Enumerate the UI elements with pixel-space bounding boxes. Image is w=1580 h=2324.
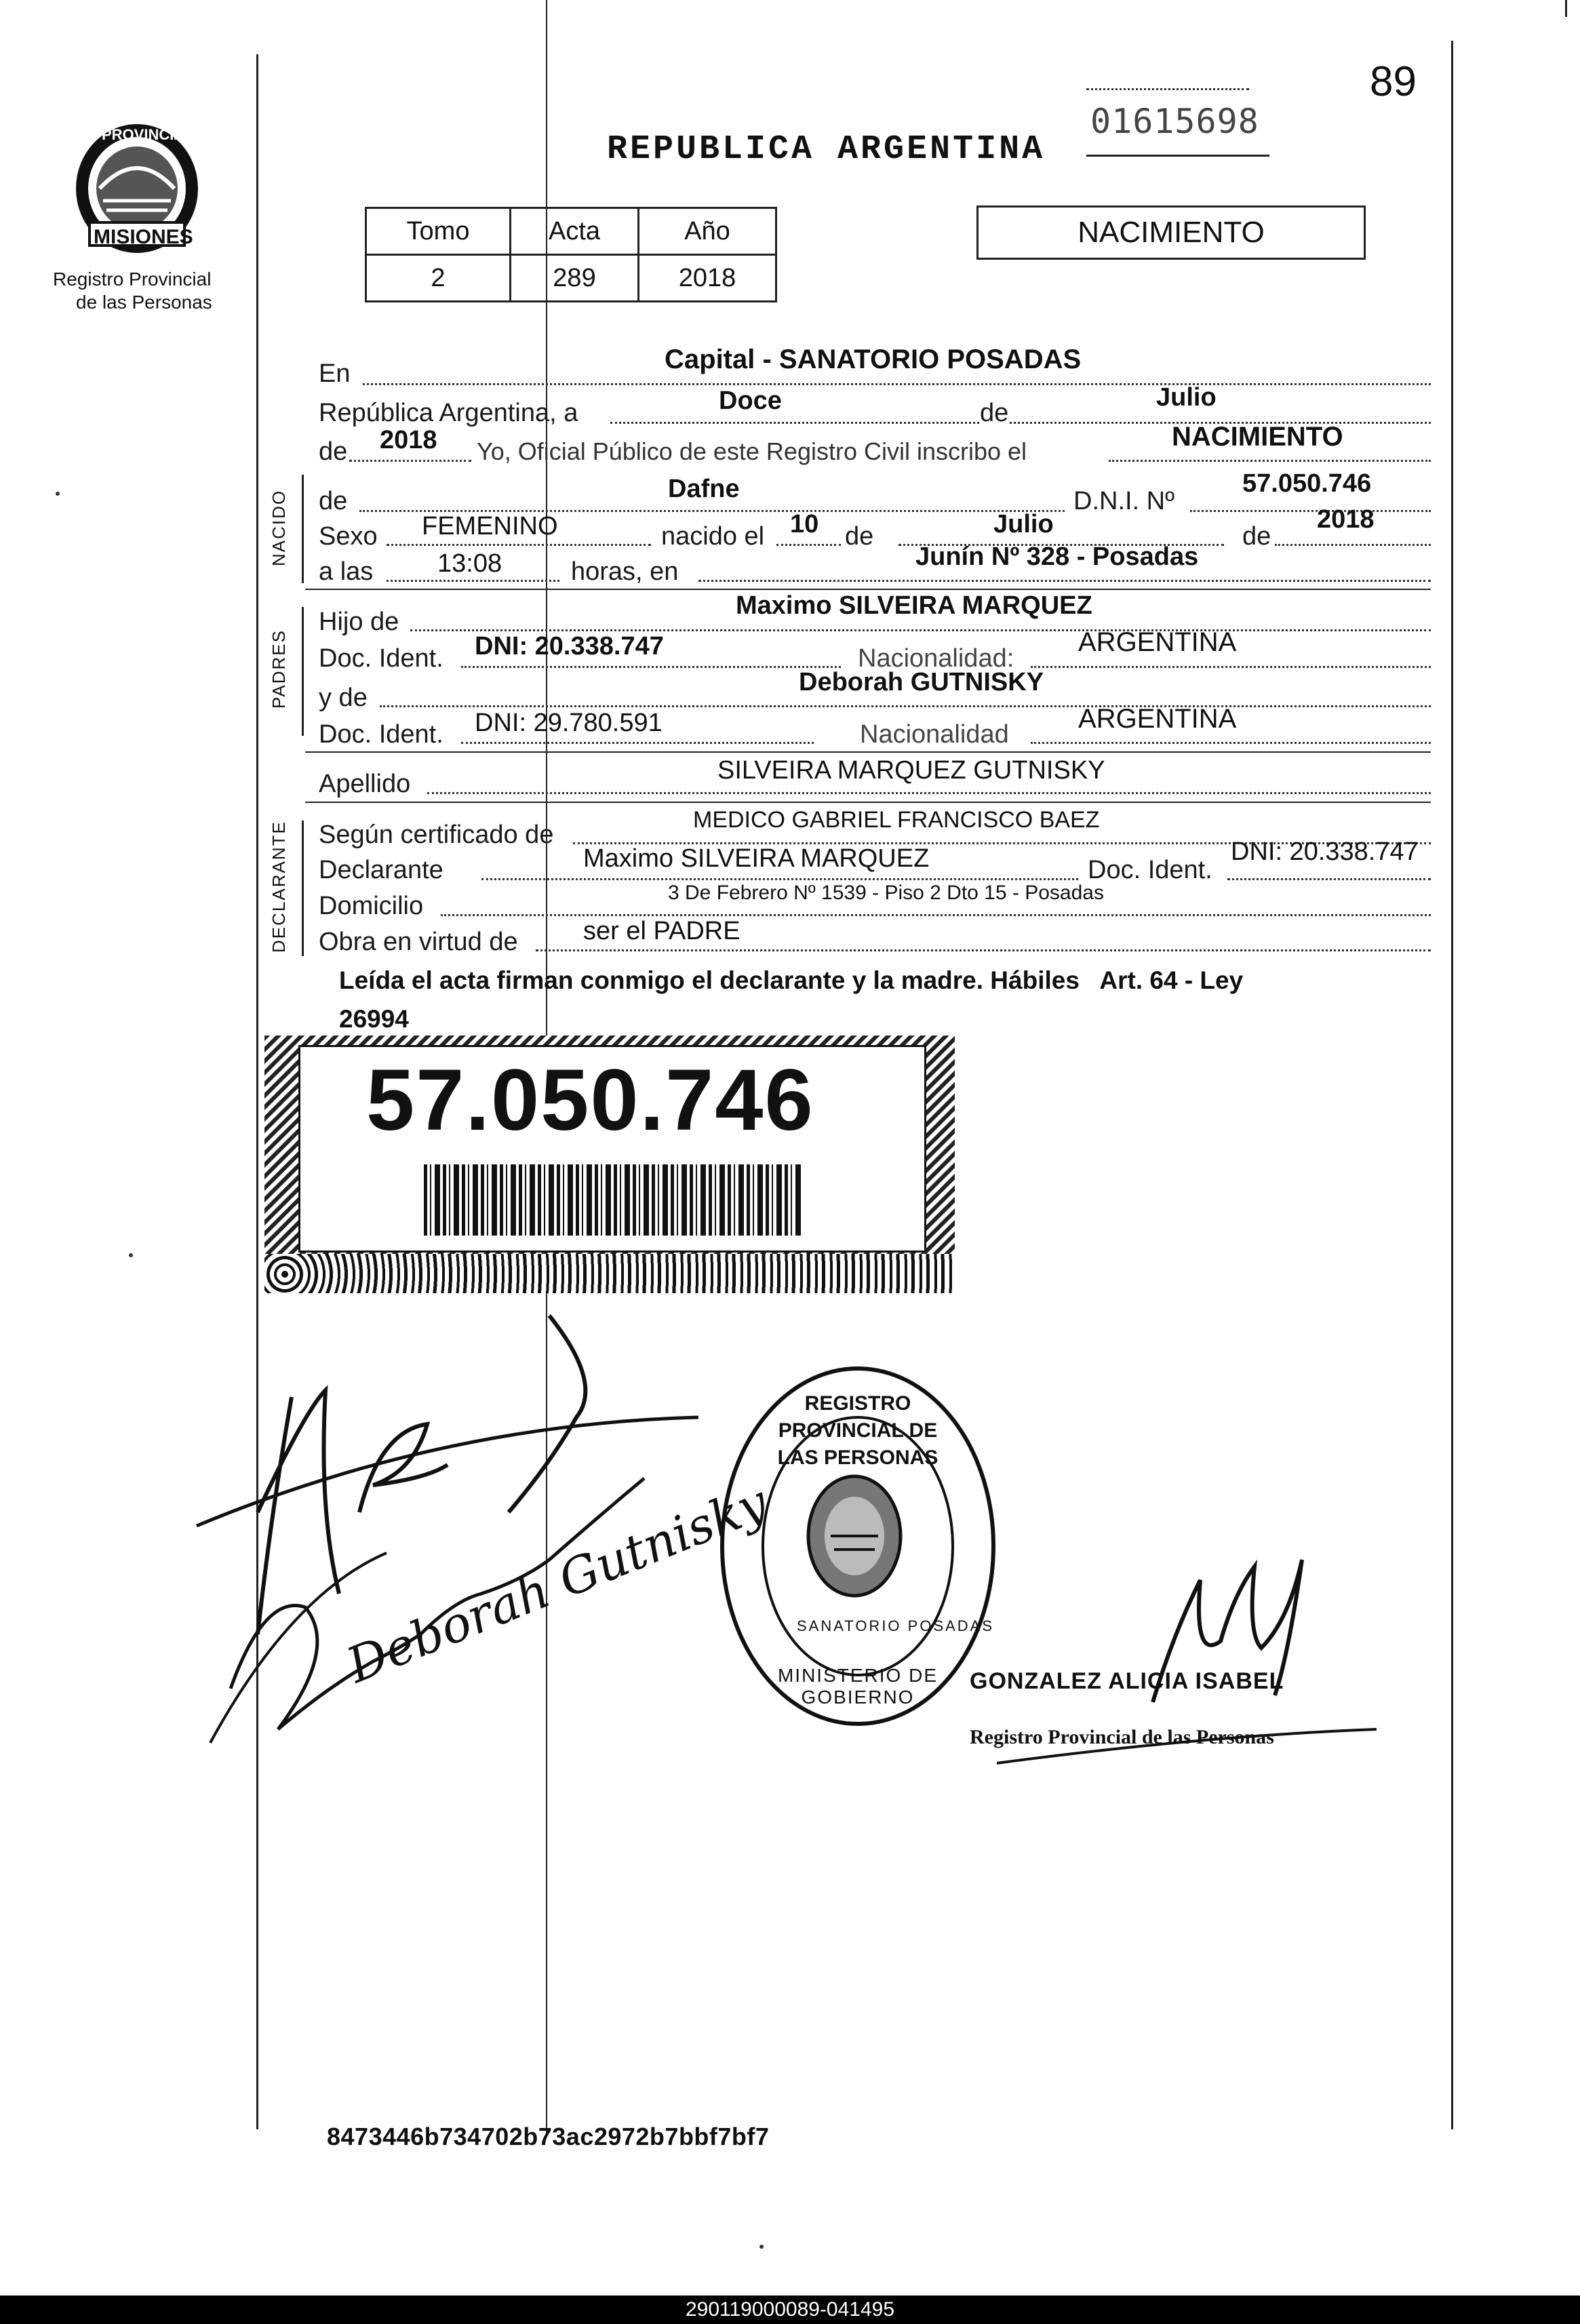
value-mes-texto: Julio <box>1156 383 1217 412</box>
bracket-padres <box>302 607 304 736</box>
value-declarante-doc: DNI: 20.338.747 <box>1231 838 1419 866</box>
value-apellido: SILVEIRA MARQUEZ GUTNISKY <box>717 756 1105 785</box>
label-apellido: Apellido <box>319 770 411 798</box>
header-title: REPUBLICA ARGENTINA <box>607 130 1046 169</box>
label-de4: de <box>1242 522 1271 551</box>
value-tomo: 2 <box>366 255 511 302</box>
dots-domicilio <box>441 914 1431 916</box>
dots-declarante <box>481 878 1078 880</box>
value-dia-nac: 10 <box>790 510 819 538</box>
label-de3: de <box>845 522 874 551</box>
dots-padre <box>410 629 1431 631</box>
dots-hora <box>387 580 559 582</box>
official-seal <box>715 1363 1000 1729</box>
seal-lower-text: MINISTERIO DE GOBIERNO <box>777 1665 938 1708</box>
dots-madre-nac <box>1031 742 1431 744</box>
value-tipo: NACIMIENTO <box>1172 422 1343 452</box>
label-sexo: Sexo <box>319 522 378 551</box>
sticker-number: 57.050.746 <box>366 1052 814 1149</box>
serial-underline <box>1086 155 1269 157</box>
sticker-pattern-strip <box>264 1254 955 1293</box>
label-en: En <box>319 359 351 388</box>
top-right-tick <box>1565 0 1567 17</box>
official-name: GONZALEZ ALICIA ISABEL <box>970 1668 1284 1694</box>
value-certificado: MEDICO GABRIEL FRANCISCO BAEZ <box>693 807 1100 833</box>
label-nacionalidad-2: Nacionalidad <box>860 720 1009 749</box>
value-padre-nac: ARGENTINA <box>1078 627 1237 657</box>
dots-tipo <box>1109 460 1431 462</box>
scan-speck-3 <box>759 2245 764 2249</box>
header-acta: Acta <box>511 208 639 255</box>
value-obra: ser el PADRE <box>583 917 740 945</box>
signature-mother: Deborah Gutnisky <box>339 1473 776 1694</box>
document-hash: 8473446b734702b73ac2972b7bbf7bf7 <box>327 2123 770 2150</box>
right-margin-line <box>1451 41 1453 2129</box>
dots-padre-doc <box>461 666 841 668</box>
label-obra: Obra en virtud de <box>319 928 518 956</box>
label-de2: de <box>319 437 348 466</box>
bracket-nacido <box>302 475 304 583</box>
value-domicilio: 3 De Febrero Nº 1539 - Piso 2 Dto 15 - Posadas <box>668 882 1104 904</box>
value-anio: 2018 <box>380 426 437 454</box>
registry-label-2: de las Personas <box>76 292 212 313</box>
left-margin-line <box>256 54 258 2129</box>
record-table <box>365 207 777 302</box>
value-hora: 13:08 <box>437 549 502 578</box>
logo-text-bottom: MISIONES <box>94 226 193 248</box>
value-dni: 57.050.746 <box>1242 469 1372 498</box>
label-dni: D.N.I. Nº <box>1073 487 1174 515</box>
logo-text-top: PROVINCIA DE <box>102 126 210 143</box>
serial-overline <box>1086 88 1249 90</box>
label-de1: de <box>980 399 1009 427</box>
dots-lugar-nac <box>698 580 1431 582</box>
dots-apellido <box>427 792 1431 794</box>
dots-dia-nac <box>776 544 841 546</box>
scan-speck-2 <box>129 1253 133 1257</box>
side-label-nacido: NACIDO <box>269 489 289 566</box>
label-nacido-el: nacido el <box>661 522 765 551</box>
value-madre-doc: DNI: 29.780.591 <box>475 709 663 737</box>
header-tomo: Tomo <box>366 208 511 255</box>
dots-declarante-doc <box>1227 878 1431 880</box>
dots-anio-nac <box>1275 544 1431 546</box>
value-dia-texto: Doce <box>719 387 782 415</box>
page-number: 89 <box>1370 58 1417 105</box>
side-label-declarante: DECLARANTE <box>269 821 289 953</box>
dots-en <box>363 383 1431 385</box>
value-declarante: Maximo SILVEIRA MARQUEZ <box>583 844 930 873</box>
value-madre-nac: ARGENTINA <box>1078 704 1237 734</box>
label-segun: Según certificado de <box>319 821 554 849</box>
record-type: NACIMIENTO <box>1078 216 1265 249</box>
dni-sticker <box>264 1036 955 1293</box>
label-republica: República Argentina, a <box>319 399 578 427</box>
closing-text-2: 26994 <box>339 1005 409 1033</box>
seal-inner-text: SANATORIO POSADAS <box>797 1617 995 1634</box>
value-anio: 2018 <box>639 255 776 302</box>
label-hijo-de: Hijo de <box>319 608 399 636</box>
dots-obra <box>536 949 1431 951</box>
value-acta: 289 <box>511 255 639 302</box>
label-de-nacido: de <box>319 487 348 515</box>
bracket-declarante <box>302 821 304 956</box>
label-a-las: a las <box>319 557 374 586</box>
value-padre-doc: DNI: 20.338.747 <box>475 632 664 661</box>
value-anio-nac: 2018 <box>1317 505 1375 534</box>
value-lugar-nac: Junín Nº 328 - Posadas <box>915 543 1199 571</box>
side-label-padres: PADRES <box>269 629 289 709</box>
section-rule-2 <box>305 751 1431 753</box>
label-doc-ident-1: Doc. Ident. <box>319 644 443 673</box>
dots-sexo <box>387 544 651 546</box>
section-rule-3 <box>305 802 1431 803</box>
footer-code: 290119000089-041495 <box>685 2298 895 2321</box>
closing-text-1: Leída el acta firman conmigo el declarante y la madre. Hábiles Art. 64 - Ley <box>339 966 1244 994</box>
label-y-de: y de <box>319 684 368 712</box>
section-rule-1 <box>305 589 1431 590</box>
value-nombre: Dafne <box>668 475 740 503</box>
header-anio: Año <box>639 208 776 255</box>
label-horas-en: horas, en <box>571 557 679 586</box>
scan-speck-1 <box>56 492 60 496</box>
dots-anio <box>349 460 471 462</box>
serial-number: 01615698 <box>1090 102 1259 141</box>
registry-label-1: Registro Provincial <box>53 269 212 290</box>
value-padre: Maximo SILVEIRA MARQUEZ <box>736 591 1092 620</box>
dots-dni <box>1190 510 1431 512</box>
value-mes-nac: Julio <box>993 510 1054 538</box>
label-doc-ident-2: Doc. Ident. <box>319 720 443 749</box>
label-doc-ident-3: Doc. Ident. <box>1088 856 1212 884</box>
footer-bar <box>0 2296 1580 2324</box>
value-madre: Deborah GUTNISKY <box>799 668 1044 696</box>
label-yo-oficial: Yo, Oficial Público de este Registro Civil inscribo el <box>477 437 1027 465</box>
record-type-box <box>976 205 1366 260</box>
sticker-barcode <box>424 1164 804 1236</box>
value-sexo: FEMENINO <box>422 512 558 540</box>
dots-madre-doc <box>461 742 814 744</box>
label-domicilio: Domicilio <box>319 892 424 920</box>
dots-padre-nac <box>1031 666 1431 668</box>
label-nacionalidad-1: Nacionalidad: <box>858 644 1014 673</box>
seal-outer-text: REGISTRO PROVINCIAL DE LAS PERSONAS <box>777 1392 939 1469</box>
official-title: Registro Provincial de las Personas <box>970 1726 1274 1748</box>
label-declarante: Declarante <box>319 856 443 884</box>
dots-madre <box>380 705 1431 707</box>
value-lugar: Capital - SANATORIO POSADAS <box>665 344 1082 374</box>
